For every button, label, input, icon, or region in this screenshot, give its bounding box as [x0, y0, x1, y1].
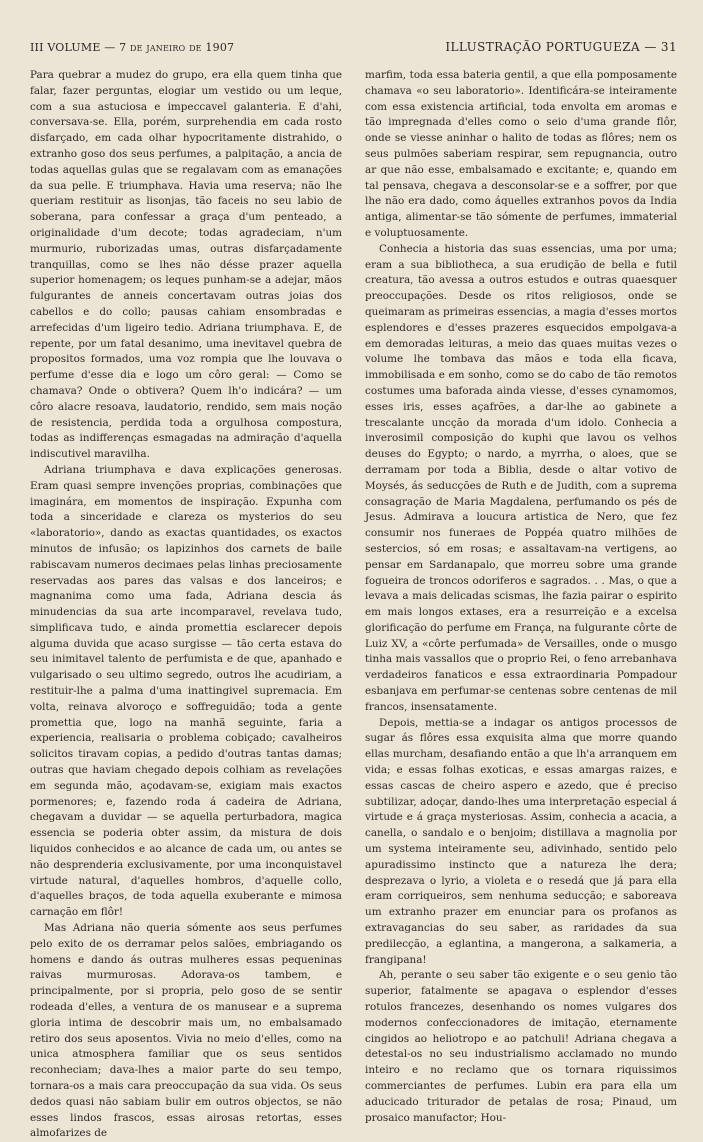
paragraph: Conhecia a historia das suas essencias, uma por uma; eram a sua bibliotheca, a sua erudição de bella e futil creatura, tão avessa a outros estudos e outras quaesquer preoccupações. Desde os ritos religiosos, onde se queimaram as primeiras essencias, a magia d'esses mortos esplendores e d'esses prazeres esquecidos empolgava-a em demoradas leituras, a meio das quaes muitas vezes o volume lhe tombava das mãos e toda ella ficava, immobilisada e em sonho, como se do cabo de tão remotos costumes uma baforada ainda viesse, d'esses cynamomos, esses iris, esses açafrões, a dar-lhe ao gabinete a trescalante uncção da morada d'um idolo. Conhecia a inverosimil composição do kuphi que lavou os velhos deuses do Egypto; o nardo, a myrrha, o aloes, que se derramam por toda a Biblia, desde o altar votivo de Moysés, ás seducções de Ruth e de Judith, com a suprema consagração de Maria Magdalena, perfumando os pés de Jesus. Admirava a loucura artistica de Nero, que fez consumir nos funeraes de Poppéa quatro milhões de sestercios, só em rosas; e assaltavam-na vertigens, ao pensar em Sardanapalo, que morreu sobre uma grande fogueira de troncos odoriferos e sagrados. . . Mas, o que a levava a mais delicadas scismas, lhe fazia pairar o espirito em mais longos extases, era a resurreição e a excelsa glorificação do perfume em França, na fulgurante côrte de Luiz XV, a «côrte perfumada» de Versailles, onde o musgo tinha mais vassallos que o proprio Rei, o feno arrebanhava verdadeiros fanaticos e essa extraordinaria Pompadour esbanjava em perfumar-se centenas sobre centenas de mil francos, insensatamente.: [365, 242, 677, 713]
paragraph: Adriana triumphava e dava explicações generosas. Eram quasi sempre invenções proprias, combinações que imaginára, em momentos de inspiração. Expunha com toda a sinceridade e clareza os mysterios do seu «laboratorio», dando as exactas quantidades, os exactos minutos de infusão; os lapizinhos dos carnets de baile rabiscavam numeros decimaes pelas linhas preciosamente reservadas aos pares das valsas e dos lanceiros; e magnanima como uma fada, Adriana descia ás minudencias da sua arte incomparavel, revelava tudo, simplificava tudo, e ainda promettia esclarecer depois alguma duvida que acaso surgisse — tão certa estava do seu inimitavel talento de perfumista e de que, apanhado e vulgarisado o seu ultimo segredo, outros lhe acudiriam, a restituir-lhe a palma d'uma inattingivel supremacia. Em volta, reinava alvoroço e soffreguidão; toda a gente promettia que, logo na manhã seguinte, faria a experiencia, realisaria o problema cobiçado; cavalheiros solicitos tiravam copias, a pedido d'outras tantas damas; outras que haviam chegado depois colhiam as revelações em segunda mão, açodavam-se, exigiam mais exactos pormenores; e, fazendo roda á cadeira de Adriana, chegavam a duvidar — se aquella perturbadora, magica essencia se poderia obter assim, da mistura de dois liquidos conhecidos e ao alcance de cada um, ou antes se não desprenderia exclusivamente, por uma inconquistavel virtude natural, d'aquelles hombros, d'aquelle collo, d'aquelles braços, de toda aquella exuberante e mimosa carnação em flôr!: [30, 463, 342, 919]
right-column: [365, 68, 677, 1142]
paragraph: Depois, mettia-se a indagar os antigos processos de sugar ás flôres essa exquisita alma que morre quando ellas murcham, desafiando então a que lh'a arranquem em vida; e essas folhas exoticas, e essas amargas raizes, e essas cascas de cheiro aspero e azedo, que é preciso subtilizar, adoçar, dando-lhes uma interpretação especial á virtude e á graça mysteriosas. Assim, conhecia a acacia, a canella, o sandalo e o benjoim; distillava a magnolia por um systema inteiramente seu, adivinhado, sentido pelo apuradissimo instincto que a natureza lhe dera; desprezava o lyrio, a violeta e o resedá que já para ella eram corriqueiros, sem nenhuma seducção; e saboreava um extranho prazer em enunciar para os profanos as extravagancias do seu saber, as raridades da sua predilecção, a eglantina, a mangerona, a salkameria, a frangipana!: [365, 716, 677, 966]
running-header: [30, 40, 677, 62]
paragraph: Para quebrar a mudez do grupo, era ella quem tinha que falar, fazer perguntas, elogiar um vestido ou um leque, com a sua astuciosa e impeccavel galanteria. E d'ahi, conversava-se. Ella, porém, surprehendia em cada rosto disfarçado, em cada olhar hypocritamente distrahido, o extranho goso dos seus perfumes, a palpitação, a ancia de todas aquellas gulas que se regalavam com as emanações da sua pelle. E triumphava. Havia uma reserva; não lhe queriam restituir as lisonjas, tão faceis no seu labio de soberana, para confessar a graça d'um penteado, a originalidade d'um decote; todas agradeciam, n'um murmurio, ruborizadas umas, outras disfarçadamente tranquillas, como se lhes não désse prazer aquella superior homenagem; os leques punham-se a adejar, mãos fulgurantes de anneis concertavam outras joias dos cabellos e do collo; pausas cahiam ensombradas e arrefecidas d'um ligeiro tedio. Adriana triumphava. E, de repente, por um fatal desanimo, uma inevitavel quebra de propositos formados, uma voz rompia que lhe louvava o perfume d'esse dia e logo um côro geral: — Como se chamava? Onde o obtivera? Quem lh'o indicára? — um côro alacre resoava, laudatorio, rendido, sem mais noção de resistencia, perdida toda a orgulhosa compostura, todas as indifferenças esmagadas na admiração d'aquella indiscutivel maravilha.: [30, 69, 342, 461]
paragraph: Ah, perante o seu saber tão exigente e o seu genio tão superior, fatalmente se apagava o esplendor d'esses rotulos francezes, desenhando os nomes vulgares dos modernos confeccionadores de imitação, eternamente cingidos ao heliotropo e ao patchuli! Adriana chegava a detestal-os no seu industrialismo acclamado no mundo inteiro e no reclamo que os tornara riquissimos commerciantes de perfumes. Lubin era para ella um aducicado triturador de petalas de rosa; Pinaud, um prosaico manufactor; Hou-: [365, 969, 677, 1124]
paragraph: Mas Adriana não queria sómente aos seus perfumes pelo exito de os derramar pelos salões, embriagando os homens e dando ás outras mulheres essas pequeninas raivas murmurosas. Adorava-os tambem, e principalmente, por si propria, pelo goso de se sentir rodeada d'elles, a ventura de os manusear e a suprema gloria intima de descobrir mais um, no embalsamado retiro dos seus aposentos. Vivia no meio d'elles, como na unica atmosphera familiar que os seus sentidos reconheciam; dava-lhes a maior parte do seu tempo, tornara-os a mais cara preoccupação da sua vida. Os seus dedos quasi não sabiam bulir em outros objectos, se não esses lindos frascos, essas airosas retortas, esses almofarizes de: [30, 922, 342, 1140]
volume-date: III VOLUME — 7 de janeiro de 1907: [30, 41, 235, 54]
article-columns: [30, 68, 677, 1142]
paragraph: marfim, toda essa bateria gentil, a que ella pomposamente chamava «o seu laboratorio». Identificára-se inteiramente com essa existencia artificial, toda envolta em aromas e tão impregnada d'elles como o seio d'uma grande flôr, onde se viesse aninhar o halito de todas as flôres; nem os seus pulmões saberiam respirar, sem repugnancia, outro ar que não esse, embalsamado e excitante; e, quando em tal pensava, chegava a desconsolar-se e a soffrer, por que lhe não era dado, como áquelles extranhos povos da India antiga, alimentar-se tão sómente de perfumes, immaterial e voluptuosamente.: [365, 69, 677, 239]
publication-title-page-number: ILLUSTRAÇÃO PORTUGUEZA — 31: [445, 40, 677, 54]
left-column: [30, 68, 342, 1142]
